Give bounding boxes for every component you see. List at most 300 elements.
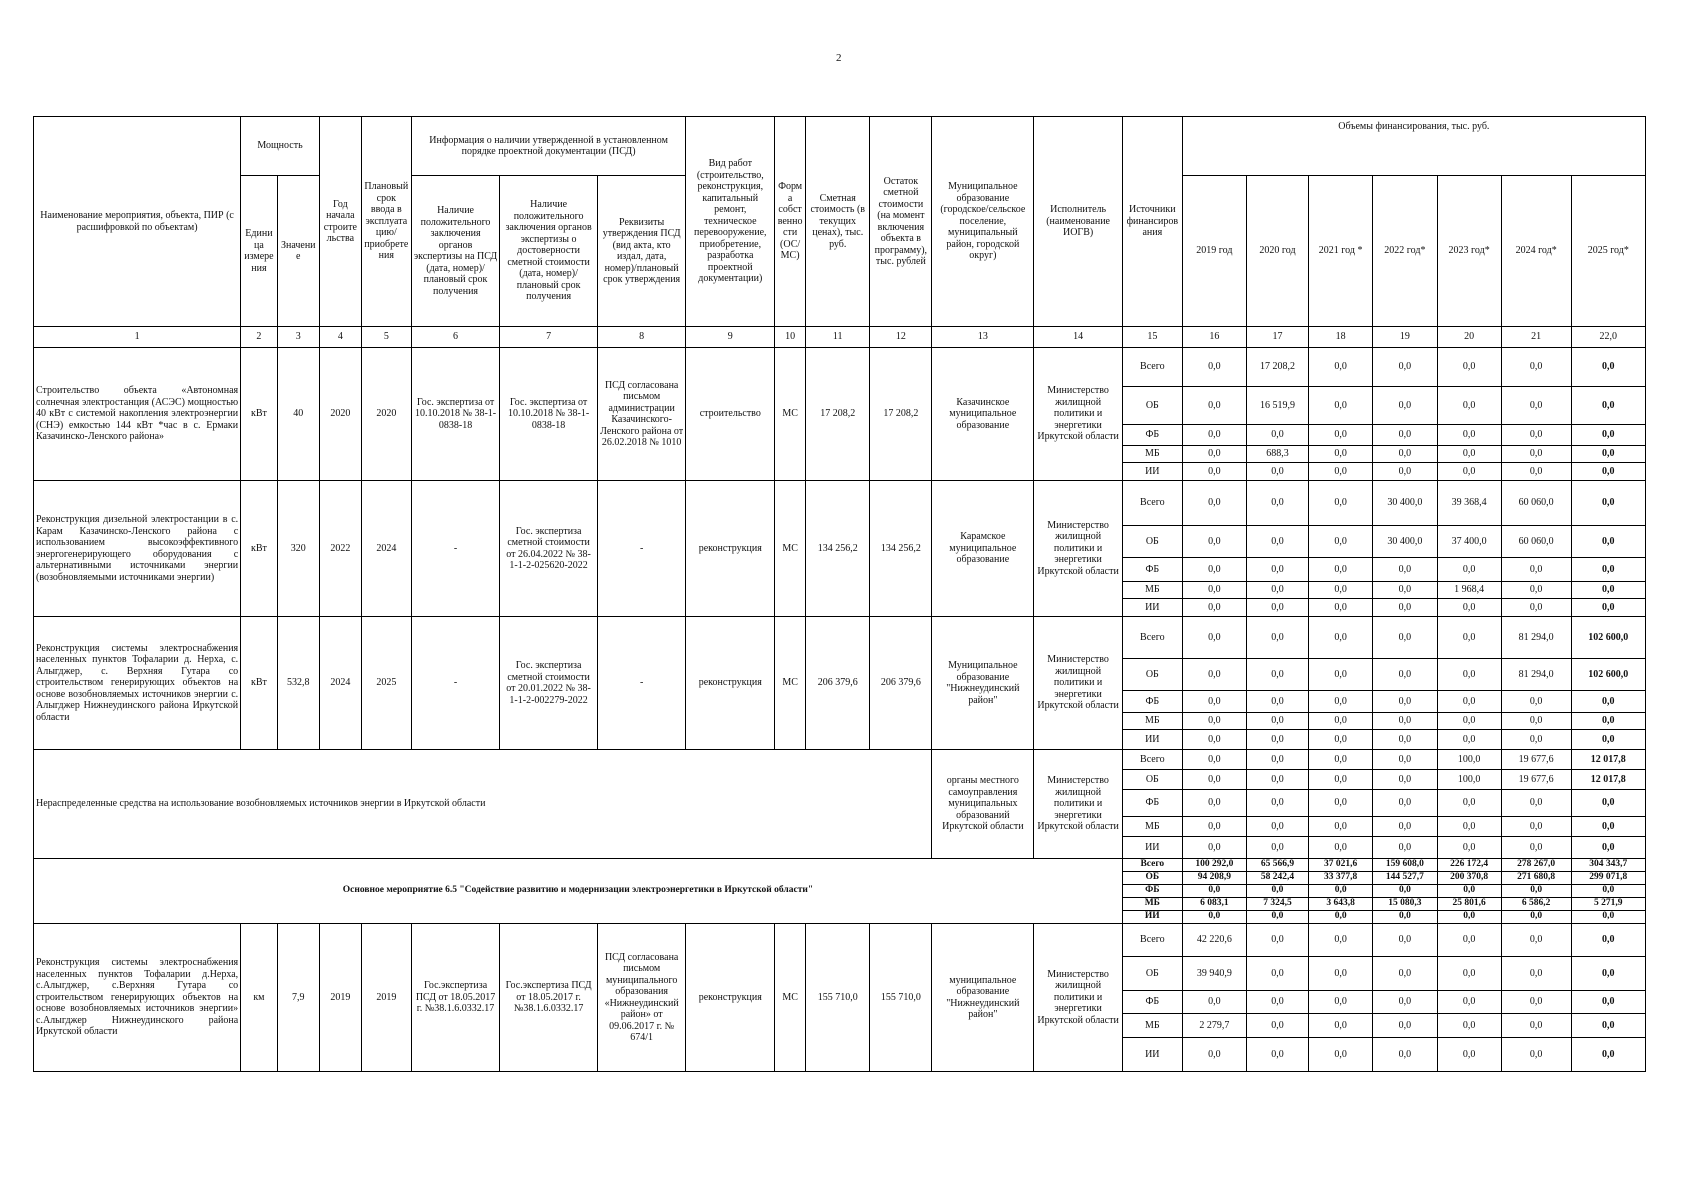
column-number: 1 xyxy=(34,327,241,348)
source-cell: ОБ xyxy=(1122,872,1182,885)
amount-cell: 0,0 xyxy=(1571,1014,1645,1038)
executor-cell: Министерство жилищной политики и энергетики Иркутской области xyxy=(1034,617,1123,750)
header-year: 2019 год xyxy=(1182,176,1246,327)
amount-cell: 3 643,8 xyxy=(1309,898,1373,911)
municipality-cell: органы местного самоуправления муниципальных образований Иркутской области xyxy=(932,750,1034,859)
amount-cell: 0,0 xyxy=(1373,770,1437,790)
amount-cell: 39 368,4 xyxy=(1437,481,1501,526)
column-number: 9 xyxy=(686,327,775,348)
amount-cell: 0,0 xyxy=(1437,713,1501,730)
amount-cell: 0,0 xyxy=(1501,885,1571,898)
amount-cell: 100,0 xyxy=(1437,770,1501,790)
header-power: Мощность xyxy=(241,117,320,176)
amount-cell: 0,0 xyxy=(1373,817,1437,837)
amount-cell: 688,3 xyxy=(1246,446,1308,463)
amount-cell: 12 017,8 xyxy=(1571,770,1645,790)
header-year: 2025 год* xyxy=(1571,176,1645,327)
planned-cell: 2020 xyxy=(361,348,411,481)
column-number: 11 xyxy=(806,327,870,348)
amount-cell: 0,0 xyxy=(1501,1038,1571,1072)
amount-cell: 0,0 xyxy=(1182,911,1246,924)
amount-cell: 0,0 xyxy=(1373,1038,1437,1072)
psd-requisites-cell: - xyxy=(597,481,686,617)
municipality-cell: муниципальное образование "Нижнеудинский район" xyxy=(932,924,1034,1072)
amount-cell: 7 324,5 xyxy=(1246,898,1308,911)
amount-cell: 0,0 xyxy=(1182,837,1246,859)
work-type-cell: реконструкция xyxy=(686,924,775,1072)
year-start-cell: 2022 xyxy=(319,481,361,617)
amount-cell: 33 377,8 xyxy=(1309,872,1373,885)
amount-cell: 0,0 xyxy=(1437,348,1501,387)
amount-cell: 0,0 xyxy=(1246,1038,1308,1072)
amount-cell: 0,0 xyxy=(1246,713,1308,730)
amount-cell: 0,0 xyxy=(1182,885,1246,898)
header-year-start: Год начала строительства xyxy=(319,117,361,327)
amount-cell: 0,0 xyxy=(1246,911,1308,924)
object-name-cell: Реконструкция системы электроснабжения населенных пунктов Тофаларии д.Нерха, с.Алыгджер, с.Верхняя Гутара со строительством генерирующих объектов на основе возобновляемых источников энергии» с.Алыгджер Нижнеудинского района Иркутской области xyxy=(34,924,241,1072)
amount-cell: 0,0 xyxy=(1501,463,1571,481)
source-cell: Всего xyxy=(1122,859,1182,872)
column-number: 5 xyxy=(361,327,411,348)
amount-cell: 81 294,0 xyxy=(1501,659,1571,691)
amount-cell: 16 519,9 xyxy=(1246,387,1308,425)
column-number: 14 xyxy=(1034,327,1123,348)
amount-cell: 0,0 xyxy=(1501,790,1571,817)
year-start-cell: 2024 xyxy=(319,617,361,750)
amount-cell: 0,0 xyxy=(1437,599,1501,617)
amount-cell: 0,0 xyxy=(1501,1014,1571,1038)
amount-cell: 0,0 xyxy=(1309,713,1373,730)
amount-cell: 0,0 xyxy=(1309,582,1373,599)
amount-cell: 0,0 xyxy=(1182,558,1246,582)
amount-cell: 0,0 xyxy=(1571,526,1645,558)
table-row xyxy=(34,859,1646,872)
amount-cell: 0,0 xyxy=(1437,817,1501,837)
work-type-cell: строительство xyxy=(686,348,775,481)
amount-cell: 0,0 xyxy=(1309,817,1373,837)
work-type-cell: реконструкция xyxy=(686,617,775,750)
amount-cell: 0,0 xyxy=(1373,750,1437,770)
year-start-cell: 2019 xyxy=(319,924,361,1072)
header-row-1 xyxy=(34,117,1646,176)
amount-cell: 81 294,0 xyxy=(1501,617,1571,659)
amount-cell: 200 370,8 xyxy=(1437,872,1501,885)
source-cell: ОБ xyxy=(1122,526,1182,558)
column-number: 22,0 xyxy=(1571,327,1645,348)
amount-cell: 0,0 xyxy=(1571,885,1645,898)
amount-cell: 1 968,4 xyxy=(1437,582,1501,599)
executor-cell: Министерство жилищной политики и энергетики Иркутской области xyxy=(1034,750,1123,859)
amount-cell: 304 343,7 xyxy=(1571,859,1645,872)
amount-cell: 0,0 xyxy=(1182,730,1246,750)
psd-expertise-cell: Гос. экспертиза от 10.10.2018 № 38-1-0838-18 xyxy=(411,348,500,481)
amount-cell: 0,0 xyxy=(1182,817,1246,837)
amount-cell: 0,0 xyxy=(1309,446,1373,463)
source-cell: ИИ xyxy=(1122,599,1182,617)
amount-cell: 19 677,6 xyxy=(1501,750,1571,770)
amount-cell: 0,0 xyxy=(1501,924,1571,957)
cost-cell: 155 710,0 xyxy=(806,924,870,1072)
amount-cell: 0,0 xyxy=(1182,617,1246,659)
amount-cell: 0,0 xyxy=(1246,1014,1308,1038)
amount-cell: 0,0 xyxy=(1571,463,1645,481)
rest-cell: 134 256,2 xyxy=(870,481,932,617)
amount-cell: 0,0 xyxy=(1246,991,1308,1014)
amount-cell: 0,0 xyxy=(1437,991,1501,1014)
amount-cell: 0,0 xyxy=(1309,770,1373,790)
amount-cell: 0,0 xyxy=(1373,790,1437,817)
cost-expertise-cell: Гос. экспертиза от 10.10.2018 № 38-1-0838-18 xyxy=(500,348,597,481)
amount-cell: 0,0 xyxy=(1571,425,1645,446)
amount-cell: 60 060,0 xyxy=(1501,526,1571,558)
municipality-cell: Муниципальное образование "Нижнеудинский район" xyxy=(932,617,1034,750)
amount-cell: 0,0 xyxy=(1246,790,1308,817)
amount-cell: 0,0 xyxy=(1437,617,1501,659)
amount-cell: 0,0 xyxy=(1182,425,1246,446)
header-cost: Сметная стоимость (в текущих ценах), тыс. руб. xyxy=(806,117,870,327)
amount-cell: 299 071,8 xyxy=(1571,872,1645,885)
amount-cell: 0,0 xyxy=(1246,558,1308,582)
source-cell: Всего xyxy=(1122,348,1182,387)
amount-cell: 0,0 xyxy=(1246,837,1308,859)
cost-expertise-cell: Гос. экспертиза сметной стоимости от 20.01.2022 № 38-1-1-2-002279-2022 xyxy=(500,617,597,750)
amount-cell: 0,0 xyxy=(1571,599,1645,617)
amount-cell: 0,0 xyxy=(1501,817,1571,837)
amount-cell: 0,0 xyxy=(1437,730,1501,750)
value-cell: 40 xyxy=(277,348,319,481)
amount-cell: 0,0 xyxy=(1182,387,1246,425)
amount-cell: 0,0 xyxy=(1373,924,1437,957)
section-name-cell: Нераспределенные средства на использование возобновляемых источников энергии в Иркутской области xyxy=(34,750,932,859)
amount-cell: 0,0 xyxy=(1571,837,1645,859)
amount-cell: 0,0 xyxy=(1246,617,1308,659)
source-cell: ИИ xyxy=(1122,730,1182,750)
amount-cell: 65 566,9 xyxy=(1246,859,1308,872)
amount-cell: 0,0 xyxy=(1309,481,1373,526)
amount-cell: 100 292,0 xyxy=(1182,859,1246,872)
column-number: 16 xyxy=(1182,327,1246,348)
source-cell: ОБ xyxy=(1122,387,1182,425)
amount-cell: 0,0 xyxy=(1309,387,1373,425)
amount-cell: 0,0 xyxy=(1309,558,1373,582)
amount-cell: 60 060,0 xyxy=(1501,481,1571,526)
amount-cell: 0,0 xyxy=(1373,463,1437,481)
column-number: 13 xyxy=(932,327,1034,348)
amount-cell: 15 080,3 xyxy=(1373,898,1437,911)
column-number: 15 xyxy=(1122,327,1182,348)
header-year: 2022 год* xyxy=(1373,176,1437,327)
object-name-cell: Реконструкция системы электроснабжения населенных пунктов Тофаларии д. Нерха, с. Алыгджер, с. Верхняя Гутара со строительством генерирующих объектов на основе возобновляемых источников энергии с. Алыгджер Нижнеудинского района Иркутской области xyxy=(34,617,241,750)
amount-cell: 0,0 xyxy=(1182,1038,1246,1072)
amount-cell: 0,0 xyxy=(1571,991,1645,1014)
amount-cell: 0,0 xyxy=(1182,790,1246,817)
source-cell: ОБ xyxy=(1122,957,1182,991)
header-psd-expertise: Наличие положительного заключения органов экспертизы на ПСД (дата, номер)/плановый срок получения xyxy=(411,176,500,327)
value-cell: 320 xyxy=(277,481,319,617)
amount-cell: 0,0 xyxy=(1246,750,1308,770)
table-row xyxy=(34,750,1646,770)
table-row xyxy=(34,617,1646,659)
amount-cell: 0,0 xyxy=(1501,348,1571,387)
header-value: Значение xyxy=(277,176,319,327)
table-row xyxy=(34,924,1646,957)
amount-cell: 0,0 xyxy=(1373,730,1437,750)
source-cell: ФБ xyxy=(1122,558,1182,582)
amount-cell: 0,0 xyxy=(1437,957,1501,991)
value-cell: 532,8 xyxy=(277,617,319,750)
source-cell: Всего xyxy=(1122,924,1182,957)
work-type-cell: реконструкция xyxy=(686,481,775,617)
header-name: Наименование мероприятия, объекта, ПИР (с расшифровкой по объектам) xyxy=(34,117,241,327)
amount-cell: 0,0 xyxy=(1373,558,1437,582)
amount-cell: 0,0 xyxy=(1182,446,1246,463)
amount-cell: 0,0 xyxy=(1437,425,1501,446)
amount-cell: 0,0 xyxy=(1373,446,1437,463)
header-year: 2021 год * xyxy=(1309,176,1373,327)
source-cell: ОБ xyxy=(1122,770,1182,790)
source-cell: МБ xyxy=(1122,1014,1182,1038)
amount-cell: 278 267,0 xyxy=(1501,859,1571,872)
amount-cell: 0,0 xyxy=(1571,582,1645,599)
amount-cell: 30 400,0 xyxy=(1373,481,1437,526)
source-cell: ИИ xyxy=(1122,1038,1182,1072)
column-number-row xyxy=(34,327,1646,348)
municipality-cell: Казачинское муниципальное образование xyxy=(932,348,1034,481)
amount-cell: 0,0 xyxy=(1571,691,1645,713)
cost-expertise-cell: Гос.экспертиза ПСД от 18.05.2017 г. №38.1.6.0332.17 xyxy=(500,924,597,1072)
cost-cell: 17 208,2 xyxy=(806,348,870,481)
amount-cell: 6 083,1 xyxy=(1182,898,1246,911)
amount-cell: 0,0 xyxy=(1501,446,1571,463)
amount-cell: 0,0 xyxy=(1373,713,1437,730)
executor-cell: Министерство жилищной политики и энергетики Иркутской области xyxy=(1034,348,1123,481)
amount-cell: 19 677,6 xyxy=(1501,770,1571,790)
amount-cell: 0,0 xyxy=(1437,558,1501,582)
column-number: 20 xyxy=(1437,327,1501,348)
header-unit: Единица измерения xyxy=(241,176,278,327)
amount-cell: 0,0 xyxy=(1571,790,1645,817)
header-municipality: Муниципальное образование (городское/сельское поселение, муниципальный район, городской округ) xyxy=(932,117,1034,327)
amount-cell: 37 400,0 xyxy=(1437,526,1501,558)
amount-cell: 144 527,7 xyxy=(1373,872,1437,885)
source-cell: МБ xyxy=(1122,898,1182,911)
source-cell: ИИ xyxy=(1122,463,1182,481)
header-year: 2024 год* xyxy=(1501,176,1571,327)
psd-expertise-cell: - xyxy=(411,617,500,750)
amount-cell: 17 208,2 xyxy=(1246,348,1308,387)
unit-cell: кВт xyxy=(241,617,278,750)
column-number: 18 xyxy=(1309,327,1373,348)
source-cell: МБ xyxy=(1122,713,1182,730)
amount-cell: 0,0 xyxy=(1373,957,1437,991)
amount-cell: 0,0 xyxy=(1571,817,1645,837)
column-number: 8 xyxy=(597,327,686,348)
amount-cell: 0,0 xyxy=(1437,790,1501,817)
amount-cell: 0,0 xyxy=(1309,599,1373,617)
header-year: 2020 год xyxy=(1246,176,1308,327)
unit-cell: кВт xyxy=(241,481,278,617)
section-name-cell: Основное мероприятие 6.5 "Содействие развитию и модернизации электроэнергетики в Иркутской области" xyxy=(34,859,1123,924)
amount-cell: 0,0 xyxy=(1182,481,1246,526)
amount-cell: 0,0 xyxy=(1246,599,1308,617)
amount-cell: 0,0 xyxy=(1246,770,1308,790)
amount-cell: 0,0 xyxy=(1571,348,1645,387)
amount-cell: 0,0 xyxy=(1309,691,1373,713)
amount-cell: 0,0 xyxy=(1246,425,1308,446)
source-cell: ФБ xyxy=(1122,691,1182,713)
column-number: 7 xyxy=(500,327,597,348)
amount-cell: 0,0 xyxy=(1571,924,1645,957)
amount-cell: 0,0 xyxy=(1501,730,1571,750)
amount-cell: 100,0 xyxy=(1437,750,1501,770)
amount-cell: 0,0 xyxy=(1182,599,1246,617)
amount-cell: 0,0 xyxy=(1501,599,1571,617)
amount-cell: 0,0 xyxy=(1501,558,1571,582)
amount-cell: 0,0 xyxy=(1309,790,1373,817)
source-cell: ФБ xyxy=(1122,991,1182,1014)
column-number: 19 xyxy=(1373,327,1437,348)
amount-cell: 0,0 xyxy=(1437,659,1501,691)
amount-cell: 0,0 xyxy=(1373,1014,1437,1038)
amount-cell: 0,0 xyxy=(1246,691,1308,713)
amount-cell: 6 586,2 xyxy=(1501,898,1571,911)
amount-cell: 0,0 xyxy=(1246,730,1308,750)
header-financing: Объемы финансирования, тыс. руб. xyxy=(1182,117,1645,176)
amount-cell: 0,0 xyxy=(1501,582,1571,599)
amount-cell: 0,0 xyxy=(1501,957,1571,991)
amount-cell: 0,0 xyxy=(1373,885,1437,898)
amount-cell: 0,0 xyxy=(1373,837,1437,859)
amount-cell: 0,0 xyxy=(1182,713,1246,730)
amount-cell: 102 600,0 xyxy=(1571,617,1645,659)
amount-cell: 0,0 xyxy=(1373,991,1437,1014)
amount-cell: 0,0 xyxy=(1246,817,1308,837)
header-planned: Плановый срок ввода в эксплуатацию/приобретения xyxy=(361,117,411,327)
amount-cell: 0,0 xyxy=(1437,1014,1501,1038)
amount-cell: 0,0 xyxy=(1571,558,1645,582)
source-cell: МБ xyxy=(1122,817,1182,837)
header-executor: Исполнитель (наименование ИОГВ) xyxy=(1034,117,1123,327)
amount-cell: 0,0 xyxy=(1373,911,1437,924)
cost-expertise-cell: Гос. экспертиза сметной стоимости от 26.04.2022 № 38-1-1-2-025620-2022 xyxy=(500,481,597,617)
column-number: 21 xyxy=(1501,327,1571,348)
amount-cell: 42 220,6 xyxy=(1182,924,1246,957)
column-number: 3 xyxy=(277,327,319,348)
source-cell: Всего xyxy=(1122,750,1182,770)
amount-cell: 0,0 xyxy=(1373,425,1437,446)
header-psd-requisites: Реквизиты утверждения ПСД (вид акта, кто издал, дата, номер)/плановый срок утверждения xyxy=(597,176,686,327)
amount-cell: 0,0 xyxy=(1246,463,1308,481)
amount-cell: 25 801,6 xyxy=(1437,898,1501,911)
rest-cell: 155 710,0 xyxy=(870,924,932,1072)
amount-cell: 0,0 xyxy=(1571,713,1645,730)
amount-cell: 226 172,4 xyxy=(1437,859,1501,872)
amount-cell: 0,0 xyxy=(1246,659,1308,691)
source-cell: ОБ xyxy=(1122,659,1182,691)
amount-cell: 0,0 xyxy=(1571,730,1645,750)
amount-cell: 0,0 xyxy=(1571,481,1645,526)
amount-cell: 159 608,0 xyxy=(1373,859,1437,872)
amount-cell: 0,0 xyxy=(1373,659,1437,691)
amount-cell: 0,0 xyxy=(1501,425,1571,446)
amount-cell: 0,0 xyxy=(1182,770,1246,790)
ownership-cell: МС xyxy=(775,924,806,1072)
amount-cell: 0,0 xyxy=(1246,481,1308,526)
amount-cell: 271 680,8 xyxy=(1501,872,1571,885)
amount-cell: 0,0 xyxy=(1373,691,1437,713)
amount-cell: 0,0 xyxy=(1437,1038,1501,1072)
header-year: 2023 год* xyxy=(1437,176,1501,327)
amount-cell: 0,0 xyxy=(1571,957,1645,991)
amount-cell: 0,0 xyxy=(1182,750,1246,770)
source-cell: МБ xyxy=(1122,582,1182,599)
amount-cell: 0,0 xyxy=(1309,957,1373,991)
source-cell: Всего xyxy=(1122,481,1182,526)
amount-cell: 0,0 xyxy=(1309,659,1373,691)
amount-cell: 0,0 xyxy=(1437,463,1501,481)
psd-expertise-cell: Гос.экспертиза ПСД от 18.05.2017 г. №38.1.6.0332.17 xyxy=(411,924,500,1072)
amount-cell: 0,0 xyxy=(1182,991,1246,1014)
amount-cell: 0,0 xyxy=(1309,1014,1373,1038)
ownership-cell: МС xyxy=(775,617,806,750)
amount-cell: 58 242,4 xyxy=(1246,872,1308,885)
amount-cell: 0,0 xyxy=(1246,957,1308,991)
executor-cell: Министерство жилищной политики и энергетики Иркутской области xyxy=(1034,481,1123,617)
amount-cell: 0,0 xyxy=(1309,991,1373,1014)
source-cell: ИИ xyxy=(1122,837,1182,859)
object-name-cell: Строительство объекта «Автономная солнечная электростанция (АСЭС) мощностью 40 кВт с системой накопления электроэнергии (СНЭ) емкостью 144 кВт *час в с. Ермаки Казачинско-Ленского района» xyxy=(34,348,241,481)
amount-cell: 0,0 xyxy=(1373,582,1437,599)
column-number: 12 xyxy=(870,327,932,348)
header-rest: Остаток сметной стоимости (на момент включения объекта в программу), тыс. рублей xyxy=(870,117,932,327)
amount-cell: 0,0 xyxy=(1437,446,1501,463)
source-cell: ФБ xyxy=(1122,790,1182,817)
financing-table xyxy=(33,116,1646,1072)
amount-cell: 0,0 xyxy=(1501,991,1571,1014)
amount-cell: 0,0 xyxy=(1501,387,1571,425)
source-cell: ФБ xyxy=(1122,885,1182,898)
value-cell: 7,9 xyxy=(277,924,319,1072)
amount-cell: 0,0 xyxy=(1309,885,1373,898)
header-sources: Источники финансирования xyxy=(1122,117,1182,327)
planned-cell: 2025 xyxy=(361,617,411,750)
amount-cell: 0,0 xyxy=(1501,713,1571,730)
ownership-cell: МС xyxy=(775,348,806,481)
column-number: 17 xyxy=(1246,327,1308,348)
amount-cell: 0,0 xyxy=(1309,617,1373,659)
amount-cell: 0,0 xyxy=(1246,885,1308,898)
amount-cell: 0,0 xyxy=(1571,446,1645,463)
page-number: 2 xyxy=(836,52,842,64)
ownership-cell: МС xyxy=(775,481,806,617)
source-cell: ФБ xyxy=(1122,425,1182,446)
amount-cell: 0,0 xyxy=(1246,924,1308,957)
amount-cell: 0,0 xyxy=(1182,691,1246,713)
amount-cell: 102 600,0 xyxy=(1571,659,1645,691)
planned-cell: 2024 xyxy=(361,481,411,617)
amount-cell: 0,0 xyxy=(1182,659,1246,691)
amount-cell: 0,0 xyxy=(1373,617,1437,659)
psd-requisites-cell: ПСД согласована письмом администрации Казачинского-Ленского района от 26.02.2018 № 1010 xyxy=(597,348,686,481)
amount-cell: 39 940,9 xyxy=(1182,957,1246,991)
amount-cell: 0,0 xyxy=(1246,526,1308,558)
amount-cell: 0,0 xyxy=(1182,526,1246,558)
unit-cell: км xyxy=(241,924,278,1072)
header-work-type: Вид работ (строительство, реконструкция, капитальный ремонт, техническое перевооружение, приобретение, разработка проектной документации) xyxy=(686,117,775,327)
header-psd-group: Информация о наличии утвержденной в установленном порядке проектной документации (ПСД) xyxy=(411,117,686,176)
table-row xyxy=(34,481,1646,526)
amount-cell: 0,0 xyxy=(1182,463,1246,481)
